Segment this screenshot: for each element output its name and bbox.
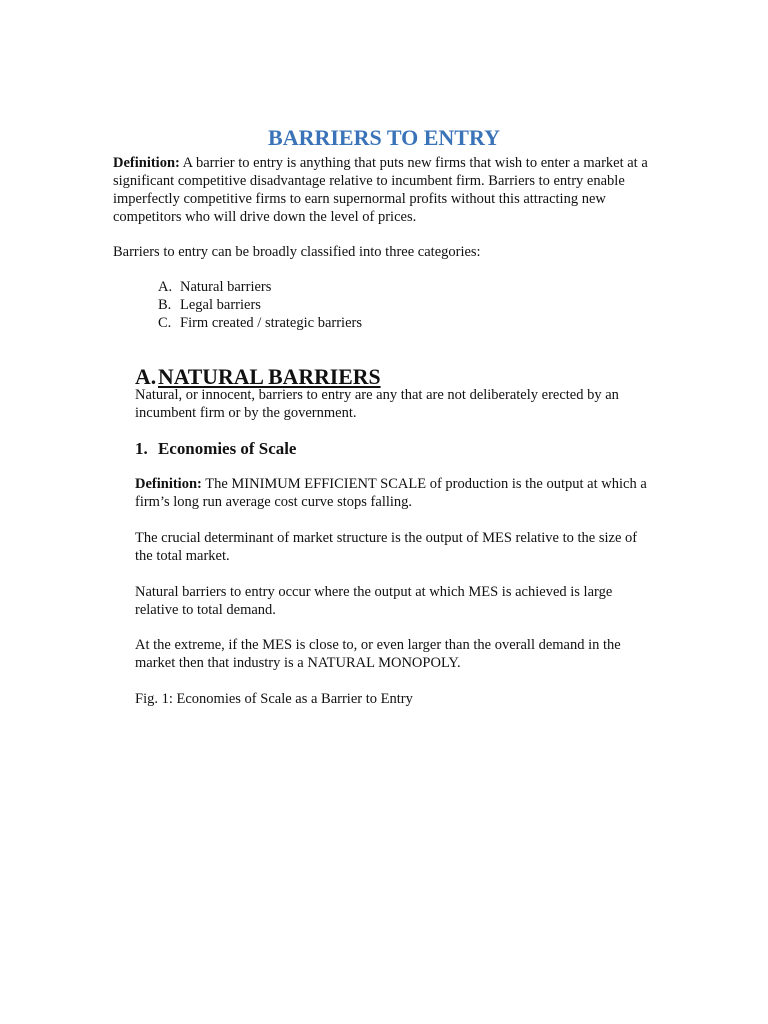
- list-item: [158, 278, 558, 296]
- subsection-label: Economies of Scale: [158, 439, 297, 458]
- list-item: [158, 296, 558, 314]
- mes-definition-label: Definition:: [135, 476, 202, 492]
- mes-definition-text: The MINIMUM EFFICIENT SCALE of production is the output at which a firm’s long run average cost curve stops falling.: [135, 476, 647, 510]
- subsection-heading-economies-of-scale: [135, 440, 296, 458]
- list-marker: C.: [158, 315, 172, 331]
- list-item-label: Firm created / strategic barriers: [180, 315, 362, 331]
- body-paragraph: Natural barriers to entry occur where the output at which MES is achieved is large relative to total demand.: [135, 584, 613, 618]
- section-label: NATURAL BARRIERS: [158, 365, 381, 389]
- list-item: [158, 314, 558, 332]
- page-title: BARRIERS TO ENTRY: [268, 124, 500, 150]
- mes-definition-paragraph: [135, 475, 655, 511]
- figure-caption: Fig. 1: Economies of Scale as a Barrier to Entry: [135, 691, 413, 707]
- body-paragraph: The crucial determinant of market structure is the output of MES relative to the size of the total market.: [135, 530, 638, 564]
- list-item-label: Legal barriers: [180, 297, 261, 313]
- subsection-number: 1.: [135, 439, 148, 458]
- section-letter: A.: [135, 365, 157, 389]
- body-paragraph: At the extreme, if the MES is close to, or even larger than the overall demand in the market then that industry is a NATURAL MONOPOLY.: [135, 637, 621, 671]
- natural-barriers-intro: Natural, or innocent, barriers to entry are any that are not deliberately erected by an incumbent firm or by the government.: [135, 387, 619, 421]
- definition-text: A barrier to entry is anything that puts new firms that wish to enter a market at a significant competitive disadvantage relative to incumbent firm. Barriers to entry enable imperfectly competitive firms to earn supernormal profits without this attracting new competitors who will drive down the level of prices.: [113, 155, 648, 225]
- definition-paragraph: [113, 154, 661, 226]
- list-marker: B.: [158, 297, 172, 313]
- list-item-label: Natural barriers: [180, 279, 272, 295]
- section-heading-natural-barriers: [135, 365, 381, 389]
- list-marker: A.: [158, 279, 173, 295]
- classification-intro: Barriers to entry can be broadly classified into three categories:: [113, 244, 481, 260]
- definition-label: Definition:: [113, 155, 180, 171]
- category-list: [158, 278, 558, 332]
